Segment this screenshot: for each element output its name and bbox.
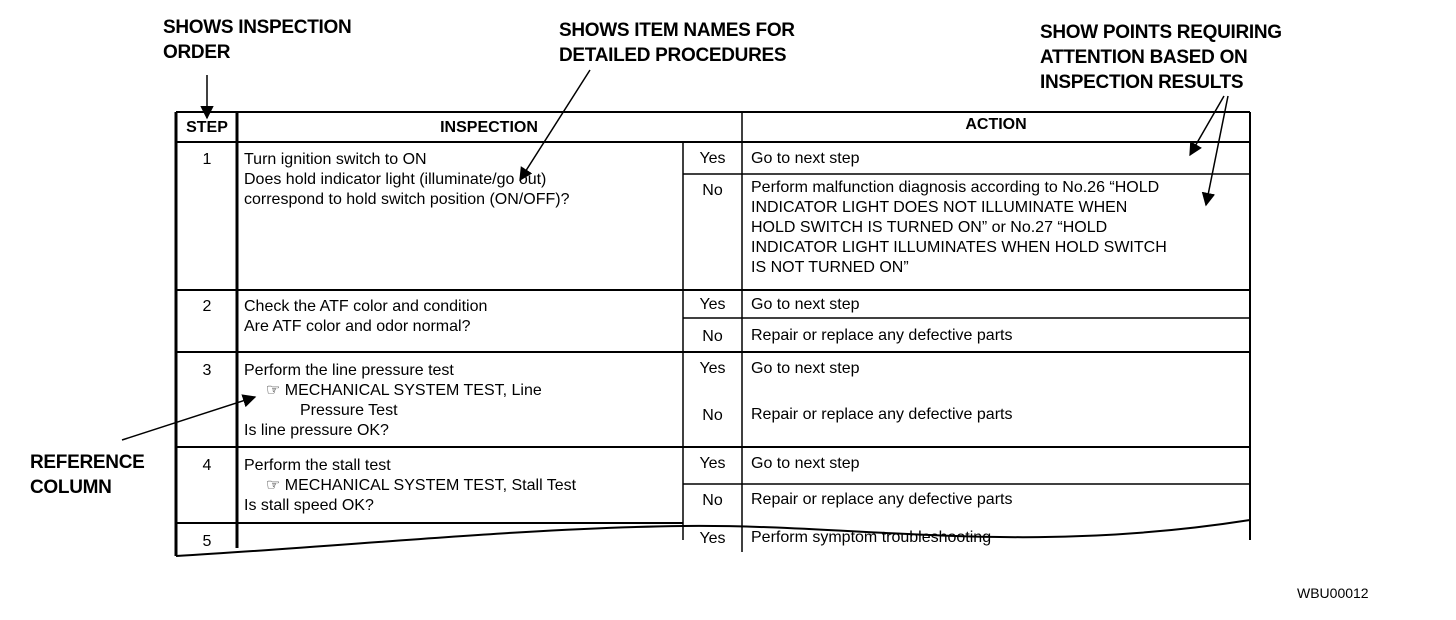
callout-line: INSPECTION RESULTS <box>1040 72 1244 93</box>
action-line: INDICATOR LIGHT DOES NOT ILLUMINATE WHEN <box>751 199 1128 216</box>
action-line: Perform malfunction diagnosis according to No.26 “HOLD <box>751 179 1160 196</box>
action-text: Go to next step <box>751 360 860 377</box>
action-line: INDICATOR LIGHT ILLUMINATES WHEN HOLD SWITCH <box>751 239 1167 256</box>
reference-line: ☞ MECHANICAL SYSTEM TEST, Line <box>266 382 542 399</box>
step-number: 4 <box>202 457 212 474</box>
action-text: Repair or replace any defective parts <box>751 327 1013 344</box>
answer-no: No <box>702 492 723 509</box>
action-text: Go to next step <box>751 296 860 313</box>
action-text: Go to next step <box>751 455 860 472</box>
inspection-cell <box>244 150 569 210</box>
answer-yes: Yes <box>699 150 726 167</box>
action-cell <box>751 178 1167 278</box>
answer-yes: Yes <box>699 296 726 313</box>
callout-line: ORDER <box>163 42 231 63</box>
header-inspection: INSPECTION <box>440 119 538 136</box>
action-text: Repair or replace any defective parts <box>751 406 1013 423</box>
callout-line: ATTENTION BASED ON <box>1040 47 1248 68</box>
callout-line: REFERENCE <box>30 452 145 473</box>
inspection-line: Is stall speed OK? <box>244 497 374 514</box>
step-number: 3 <box>202 362 212 379</box>
callout-line: SHOW POINTS REQUIRING <box>1040 22 1282 43</box>
step-number: 2 <box>202 298 212 315</box>
inspection-line: Are ATF color and odor normal? <box>244 318 471 335</box>
inspection-line: Is line pressure OK? <box>244 422 389 439</box>
answer-yes: Yes <box>699 360 726 377</box>
inspection-line: Does hold indicator light (illuminate/go out) <box>244 171 547 188</box>
callout-line: DETAILED PROCEDURES <box>559 45 787 66</box>
inspection-line: correspond to hold switch position (ON/OFF)? <box>244 191 570 208</box>
header-action: ACTION <box>965 116 1027 133</box>
inspection-cell <box>244 297 487 337</box>
answer-yes: Yes <box>699 530 726 547</box>
action-line: IS NOT TURNED ON” <box>751 259 909 276</box>
step-number: 1 <box>202 151 212 168</box>
answer-no: No <box>702 182 723 199</box>
figure-code: WBU00012 <box>1297 585 1369 601</box>
inspection-line: Perform the line pressure test <box>244 362 454 379</box>
action-text: Repair or replace any defective parts <box>751 491 1013 508</box>
header-step: STEP <box>186 119 228 136</box>
action-line: HOLD SWITCH IS TURNED ON” or No.27 “HOLD <box>751 219 1108 236</box>
reference-line: ☞ MECHANICAL SYSTEM TEST, Stall Test <box>266 477 577 494</box>
callout-line: COLUMN <box>30 477 112 498</box>
callout-line: SHOWS INSPECTION <box>163 17 352 38</box>
callout-line: SHOWS ITEM NAMES FOR <box>559 20 795 41</box>
answer-no: No <box>702 407 723 424</box>
action-text: Perform symptom troubleshooting <box>751 529 992 546</box>
step-number: 5 <box>202 533 212 550</box>
answer-yes: Yes <box>699 455 726 472</box>
reference-line: Pressure Test <box>300 402 398 419</box>
action-text: Go to next step <box>751 150 860 167</box>
inspection-line: Check the ATF color and condition <box>244 298 488 315</box>
inspection-line: Turn ignition switch to ON <box>244 151 427 168</box>
inspection-line: Perform the stall test <box>244 457 391 474</box>
answer-no: No <box>702 328 723 345</box>
